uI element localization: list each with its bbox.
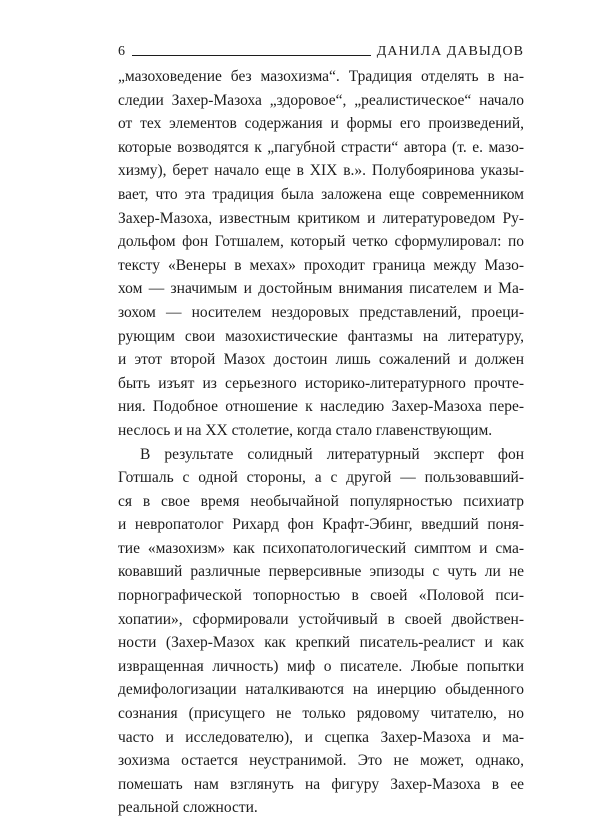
text-line: неслось и на XX столетие, когда стало главенствующим. <box>118 419 524 443</box>
text-line: тие «мазохизм» как психопатологический симптом и сма- <box>118 537 524 561</box>
text-line: Готшаль с одной стороны, а с другой — пользовавший- <box>118 466 524 490</box>
running-header-author: ДАНИЛА ДАВЫДОВ <box>377 44 524 60</box>
text-line: которые возводятся к „пагубной страсти“ автора (т. е. мазо- <box>118 136 524 160</box>
header-rule <box>132 55 371 56</box>
text-line: часто и исследователю), и сцепка Захер-Мазоха и ма- <box>118 726 524 750</box>
text-line: тексту «Венеры в мехах» проходит граница между Мазо- <box>118 254 524 278</box>
text-line: хопатии», сформировали устойчивый в своей двойствен- <box>118 608 524 632</box>
text-line: ся в свое время необычайной популярностью психиатр <box>118 490 524 514</box>
text-line: реальной сложности. <box>118 796 524 820</box>
text-line: от тех элементов содержания и формы его произведений, <box>118 112 524 136</box>
text-line: рующим свои мазохистические фантазмы на литературу, <box>118 325 524 349</box>
text-line: ковавший различные перверсивные эпизоды с чуть ли не <box>118 560 524 584</box>
body-text <box>118 65 524 820</box>
text-line: хом — значимым и достойным внимания писателем и Ма- <box>118 277 524 301</box>
text-line: Захер-Мазоха, известным критиком и литературоведом Ру- <box>118 207 524 231</box>
text-line: сознания (присущего не только рядовому читателю, но <box>118 702 524 726</box>
text-line: дольфом фон Готшалем, который четко сформулировал: по <box>118 230 524 254</box>
text-line: зохизма остается неустранимой. Это не может, однако, <box>118 749 524 773</box>
paragraph-1 <box>118 65 524 443</box>
text-line: вает, что эта традиция была заложена еще современником <box>118 183 524 207</box>
text-line: следии Захер-Мазоха „здоровое“, „реалистическое“ начало <box>118 89 524 113</box>
text-line: и невропатолог Рихард фон Крафт-Эбинг, введший поня- <box>118 513 524 537</box>
running-header <box>118 40 524 60</box>
text-line: порнографической топорностью в своей «Половой пси- <box>118 584 524 608</box>
text-line: извращенная личность) миф о писателе. Любые попытки <box>118 655 524 679</box>
text-line: хизму), берет начало еще в XIX в.». Полубояринова указы- <box>118 159 524 183</box>
text-line: зохом — носителем нездоровых представлений, проеци- <box>118 301 524 325</box>
text-line: демифологизации наталкиваются на инерцию обыденного <box>118 678 524 702</box>
text-line: ности (Захер-Мазох как крепкий писатель-реалист и как <box>118 631 524 655</box>
text-line: „мазоховедение без мазохизма“. Традиция отделять в на- <box>118 65 524 89</box>
page-number: 6 <box>118 44 130 60</box>
text-line: быть изъят из серьезного историко-литературного прочте- <box>118 372 524 396</box>
text-line: и этот второй Мазох достоин лишь сожалений и должен <box>118 348 524 372</box>
text-line: помешать нам взглянуть на фигуру Захер-Мазоха в ее <box>118 773 524 797</box>
text-line: ния. Подобное отношение к наследию Захер-Мазоха пере- <box>118 395 524 419</box>
text-line: В результате солидный литературный эксперт фон <box>118 443 524 467</box>
paragraph-2 <box>118 443 524 820</box>
